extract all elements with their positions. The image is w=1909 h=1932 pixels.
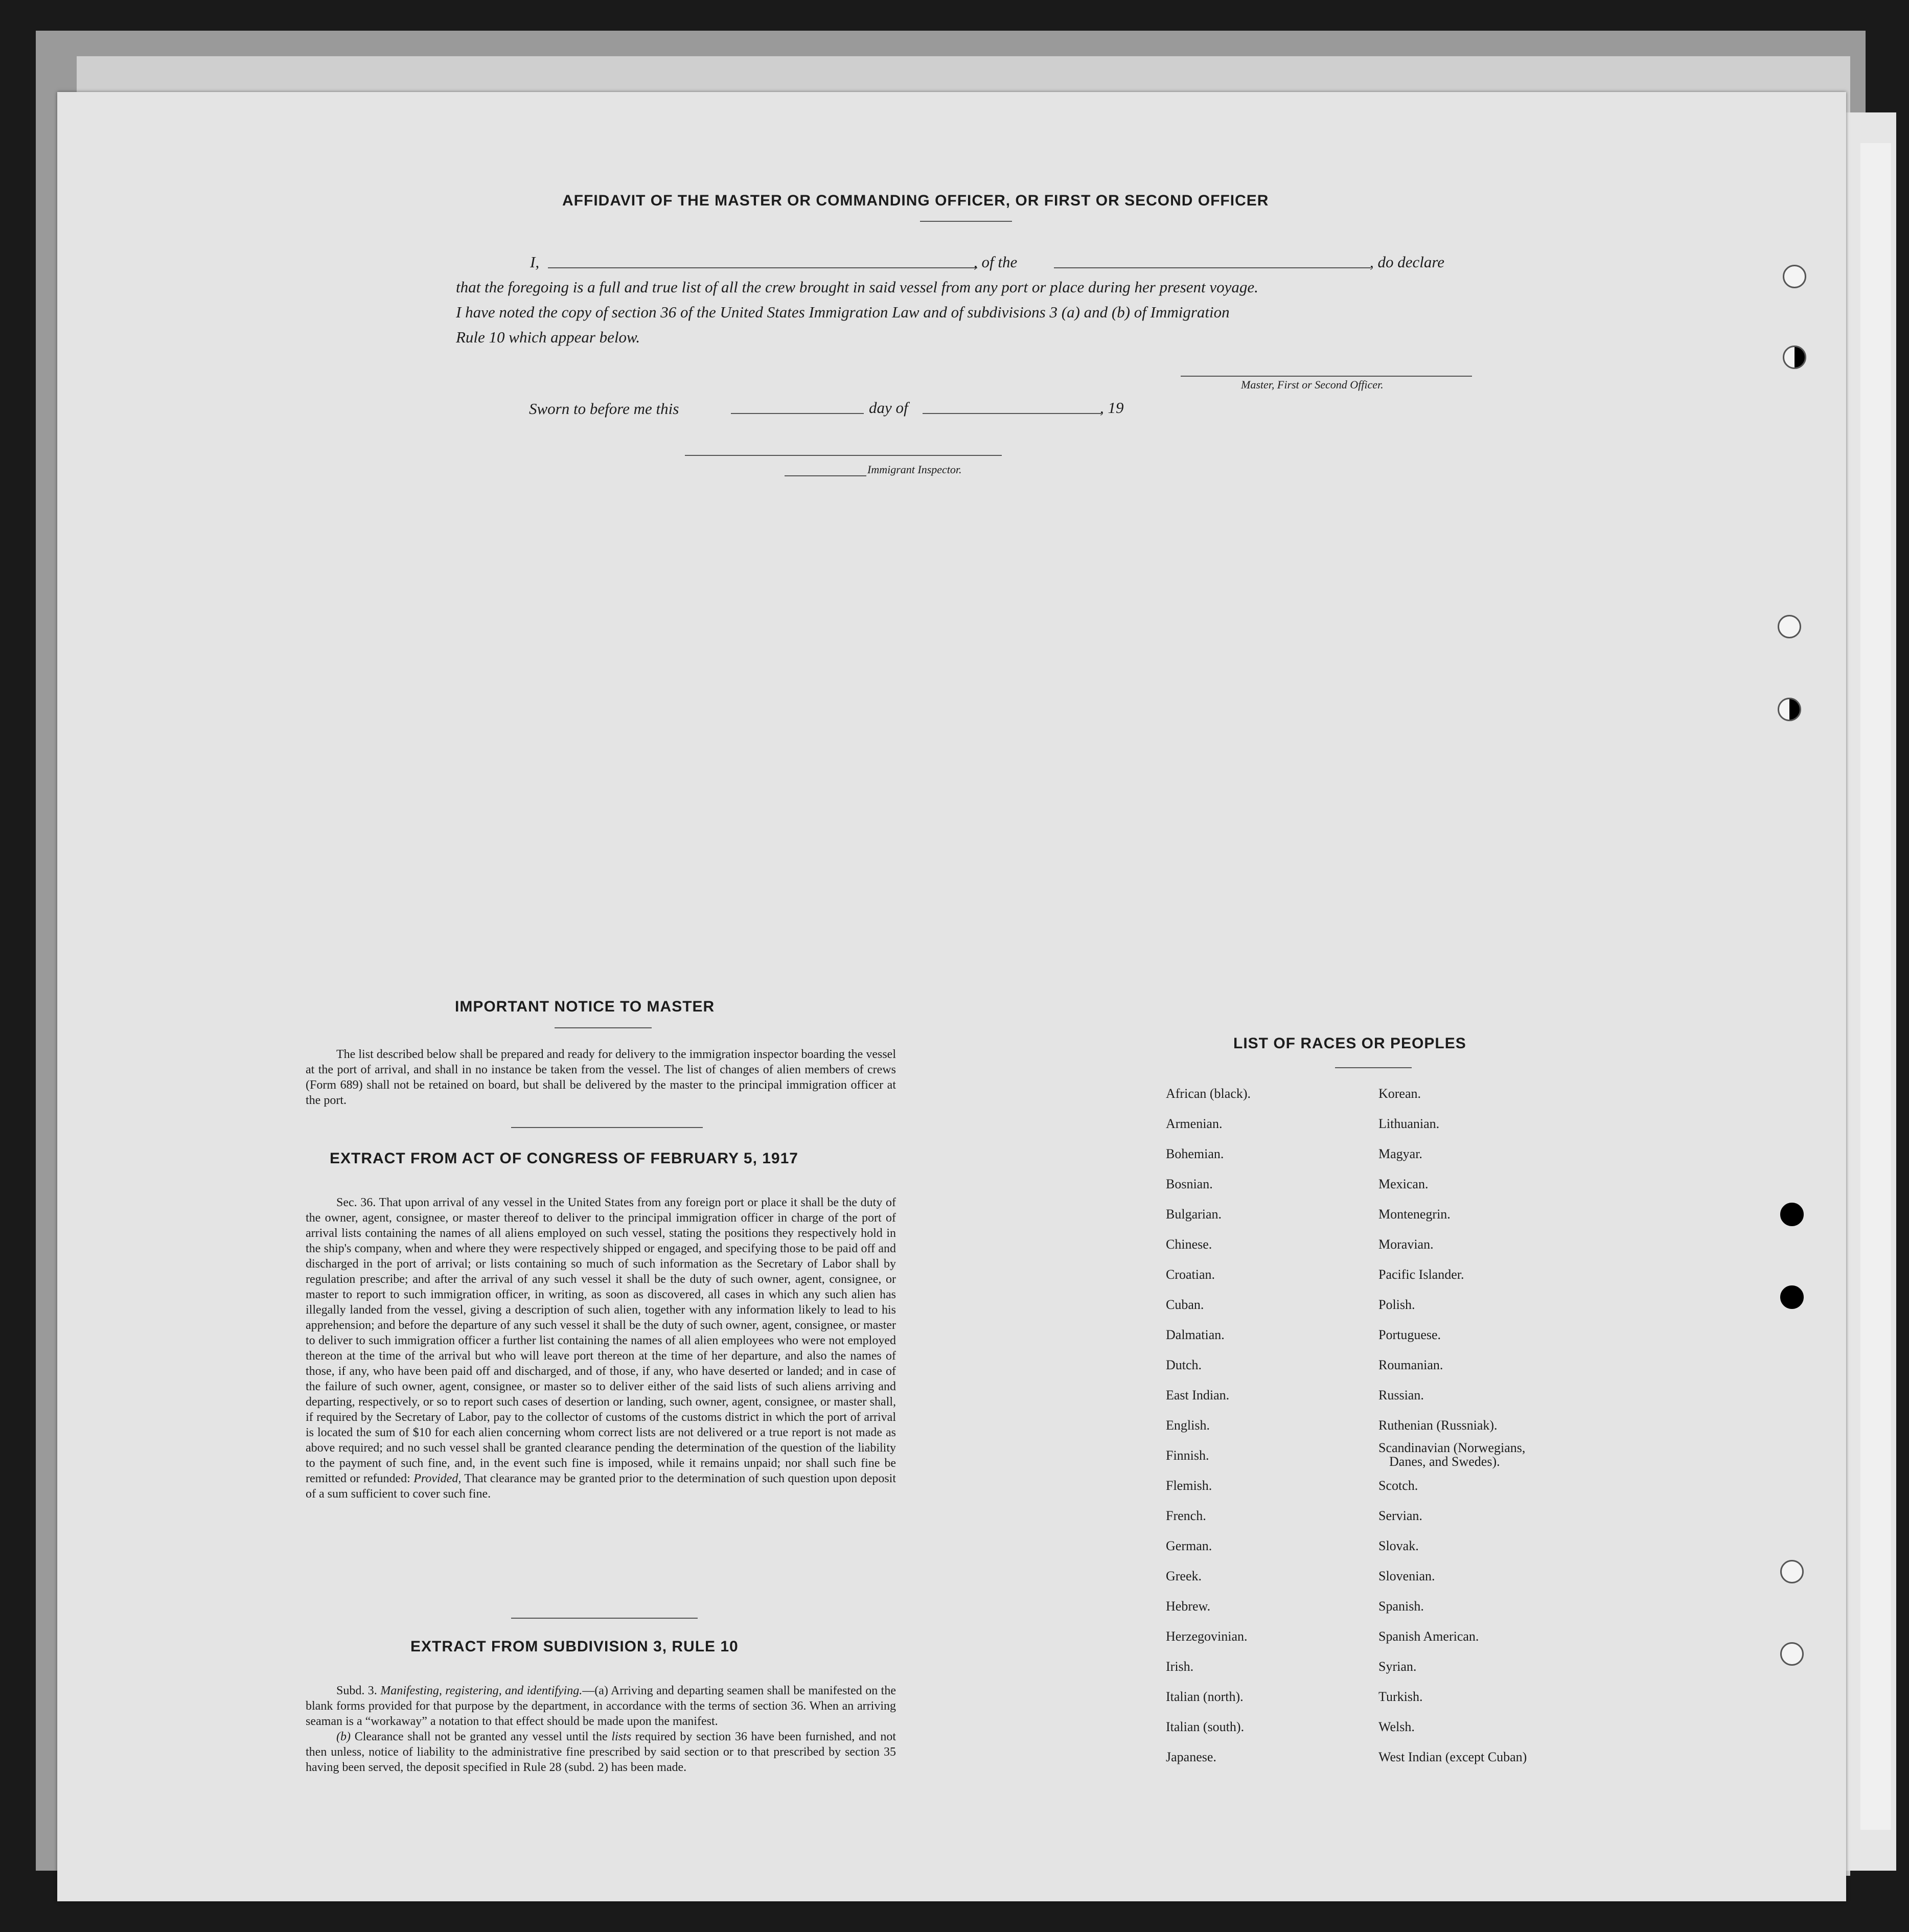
act-text	[306, 1195, 896, 1502]
subd-b-text-1: Clearance shall not be granted any vessel until the	[354, 1730, 608, 1743]
race-item: English.	[1166, 1418, 1210, 1433]
race-item: Spanish.	[1378, 1599, 1424, 1614]
race-item: Bohemian.	[1166, 1146, 1224, 1161]
act-tail: That clearance may be granted prior to the determination of such question upon deposit of a sum sufficient to cover such fine.	[306, 1472, 896, 1501]
year-label: , 19	[1100, 399, 1124, 417]
rule-title: EXTRACT FROM SUBDIVISION 3, RULE 10	[410, 1638, 739, 1655]
race-item: Dalmatian.	[1166, 1327, 1225, 1342]
race-item: Scandinavian (Norwegians,	[1378, 1440, 1526, 1455]
name-blank[interactable]	[548, 267, 977, 268]
affidavit-i-label: I,	[530, 253, 540, 271]
race-item: Hebrew.	[1166, 1599, 1211, 1614]
race-item: Korean.	[1378, 1086, 1421, 1101]
notice-divider	[555, 1027, 652, 1028]
race-item: Cuban.	[1166, 1297, 1204, 1312]
race-item: Chinese.	[1166, 1237, 1212, 1252]
race-item: Dutch.	[1166, 1358, 1202, 1372]
race-item: Ruthenian (Russniak).	[1378, 1418, 1498, 1433]
section-divider	[511, 1618, 698, 1619]
master-signature-label: Master, First or Second Officer.	[1241, 378, 1384, 391]
punch-hole	[1780, 1560, 1804, 1583]
punch-hole	[1778, 615, 1801, 638]
form-sheet	[57, 92, 1846, 1901]
sworn-label: Sworn to before me this	[529, 400, 679, 418]
race-item: Portuguese.	[1378, 1327, 1441, 1342]
punch-hole	[1778, 698, 1801, 721]
inspector-underline	[785, 475, 866, 476]
race-item: East Indian.	[1166, 1388, 1230, 1402]
race-item: Mexican.	[1378, 1177, 1429, 1191]
race-item: Moravian.	[1378, 1237, 1434, 1252]
race-item: Danes, and Swedes).	[1389, 1454, 1500, 1469]
master-signature-line[interactable]	[1181, 376, 1472, 377]
affidavit-line-4: Rule 10 which appear below.	[456, 328, 640, 346]
race-item: Italian (north).	[1166, 1689, 1244, 1704]
subd-a-mark: —(a)	[582, 1684, 608, 1697]
race-item: Armenian.	[1166, 1116, 1223, 1131]
race-item: Lithuanian.	[1378, 1116, 1440, 1131]
act-title: EXTRACT FROM ACT OF CONGRESS OF FEBRUARY 5, 1917	[330, 1150, 798, 1167]
punch-hole	[1780, 1642, 1804, 1666]
day-blank[interactable]	[731, 413, 864, 414]
notice-title: IMPORTANT NOTICE TO MASTER	[455, 998, 715, 1015]
title-divider	[920, 221, 1012, 222]
race-item: Scotch.	[1378, 1478, 1418, 1493]
subd-lead: Subd. 3.	[336, 1684, 377, 1697]
race-item: Bosnian.	[1166, 1177, 1213, 1191]
races-title: LIST OF RACES OR PEOPLES	[1233, 1035, 1466, 1052]
punch-hole	[1780, 1203, 1804, 1226]
race-item: Croatian.	[1166, 1267, 1215, 1282]
race-item: French.	[1166, 1508, 1206, 1523]
day-of-label: day of	[869, 399, 908, 417]
punch-hole	[1783, 346, 1806, 369]
race-item: Roumanian.	[1378, 1358, 1443, 1372]
notice-paragraph: The list described below shall be prepared and ready for delivery to the immigration inspector boarding the vessel at the port of arrival, and shall in no instance be taken from the vessel. The list of changes of alien members of crews (Form 689) shall not be retained on board, but shall be delivered by the master to the principal immigration officer at the port.	[306, 1048, 896, 1107]
affidavit-line-3: I have noted the copy of section 36 of the United States Immigration Law and of subdivisions 3 (a) and (b) of Immigration	[456, 303, 1230, 321]
race-item: Spanish American.	[1378, 1629, 1479, 1644]
race-item: Finnish.	[1166, 1448, 1209, 1463]
race-item: Greek.	[1166, 1569, 1202, 1583]
race-item: Bulgarian.	[1166, 1207, 1222, 1222]
punch-hole	[1780, 1285, 1804, 1309]
race-item: Magyar.	[1378, 1146, 1422, 1161]
race-item: Syrian.	[1378, 1659, 1417, 1674]
punch-hole	[1783, 265, 1806, 288]
rule-text	[306, 1683, 896, 1775]
race-item: Irish.	[1166, 1659, 1194, 1674]
affidavit-do-declare: , do declare	[1370, 253, 1445, 271]
race-item: Turkish.	[1378, 1689, 1423, 1704]
section-divider	[511, 1127, 703, 1128]
race-item: Flemish.	[1166, 1478, 1212, 1493]
race-item: West Indian (except Cuban)	[1378, 1750, 1527, 1764]
race-item: Italian (south).	[1166, 1719, 1245, 1734]
inspector-signature-line[interactable]	[685, 455, 1002, 456]
subd-heading: Manifesting, registering, and identifying.	[380, 1684, 583, 1697]
race-item: Welsh.	[1378, 1719, 1415, 1734]
race-item: Montenegrin.	[1378, 1207, 1451, 1222]
vessel-blank[interactable]	[1054, 267, 1371, 268]
race-item: Herzegovinian.	[1166, 1629, 1248, 1644]
race-item: Russian.	[1378, 1388, 1424, 1402]
act-body: That upon arrival of any vessel in the United States from any foreign port or place it shall be the duty of the owner, agent, consignee, or master thereof to deliver to the principal immigration officer in charge of the port of arrival lists containing the names of all aliens employed on such vessel, stating the positions they respectively hold in the ship's company, when and where they were respectively shipped or engaged, and specifying those to be paid off and discharged in the port of arrival; or lists containing so much of such information as the Secretary of Labor shall by regulation prescribe; and after the arrival of any such vessel it shall be the duty of such owner, agent, consignee, or master to report to such immigration officer, in writing, as soon as discovered, all cases in which any such alien has illegally landed from the vessel, giving a description of such alien, together with any information likely to lead to his apprehension; and before the departure of any such vessel it shall be the duty of such owner, agent, consignee, or master to deliver to such immigration officer a further list containing the names of all alien employees who were not employed thereon at the time of the arrival but who will leave port thereon at the time of her departure, and also the names of those, if any, who have been paid off and discharged, and of those, if any, who have deserted or landed; and in case of the failure of such owner, agent, consignee, or master so to deliver either of the said lists of such aliens arriving and departing, respectively, or so to report such cases of desertion or landing, such owner, agent, consignee, or master shall, if required by the Secretary of Labor, pay to the collector of customs of the customs district in which the port of arrival is located the sum of $10 for each alien concerning whom correct lists are not delivered or a true report is not made as above required; and no such vessel shall be granted clearance pending the determination of the question of the liability to the payment of such fine, and, in the event such fine is imposed, while it remains unpaid; nor shall such fine be remitted or refunded:	[306, 1196, 896, 1485]
race-item: Slovenian.	[1378, 1569, 1435, 1583]
notice-text	[306, 1047, 896, 1108]
subd-b-text-2: required by section 36 have been furnished, and not then unless, notice of liability to the administrative fine prescribed by said section or to that prescribed by section 35 having been served, the deposit specified in Rule 28 (subd. 2) has been made.	[306, 1730, 896, 1774]
act-section-lead: Sec. 36.	[336, 1196, 376, 1209]
race-item: Pacific Islander.	[1378, 1267, 1464, 1282]
affidavit-title: AFFIDAVIT OF THE MASTER OR COMMANDING OFFICER, OR FIRST OR SECOND OFFICER	[562, 192, 1269, 209]
race-item: Japanese.	[1166, 1750, 1216, 1764]
affidavit-of-the: , of the	[974, 253, 1018, 271]
subd-a-text: Arriving and departing seamen shall be manifested on the blank forms provided for that purpose by the department, in accordance with the terms of section 36. When an arriving seaman is a “workaway” a notation to that effect should be made upon the manifest.	[306, 1684, 896, 1728]
subd-b-mark: (b)	[336, 1730, 351, 1743]
month-blank[interactable]	[923, 413, 1101, 414]
race-item: Polish.	[1378, 1297, 1415, 1312]
subd-b-lists: lists	[611, 1730, 632, 1743]
races-divider	[1335, 1067, 1412, 1068]
race-item: Servian.	[1378, 1508, 1422, 1523]
race-item: African (black).	[1166, 1086, 1251, 1101]
inspector-label: Immigrant Inspector.	[867, 463, 962, 476]
back-sheet-edge	[1860, 143, 1891, 1830]
act-provided: Provided,	[413, 1472, 462, 1485]
race-item: German.	[1166, 1538, 1212, 1553]
race-item: Slovak.	[1378, 1538, 1419, 1553]
affidavit-line-2: that the foregoing is a full and true list of all the crew brought in said vessel from any port or place during her present voyage.	[456, 278, 1258, 296]
